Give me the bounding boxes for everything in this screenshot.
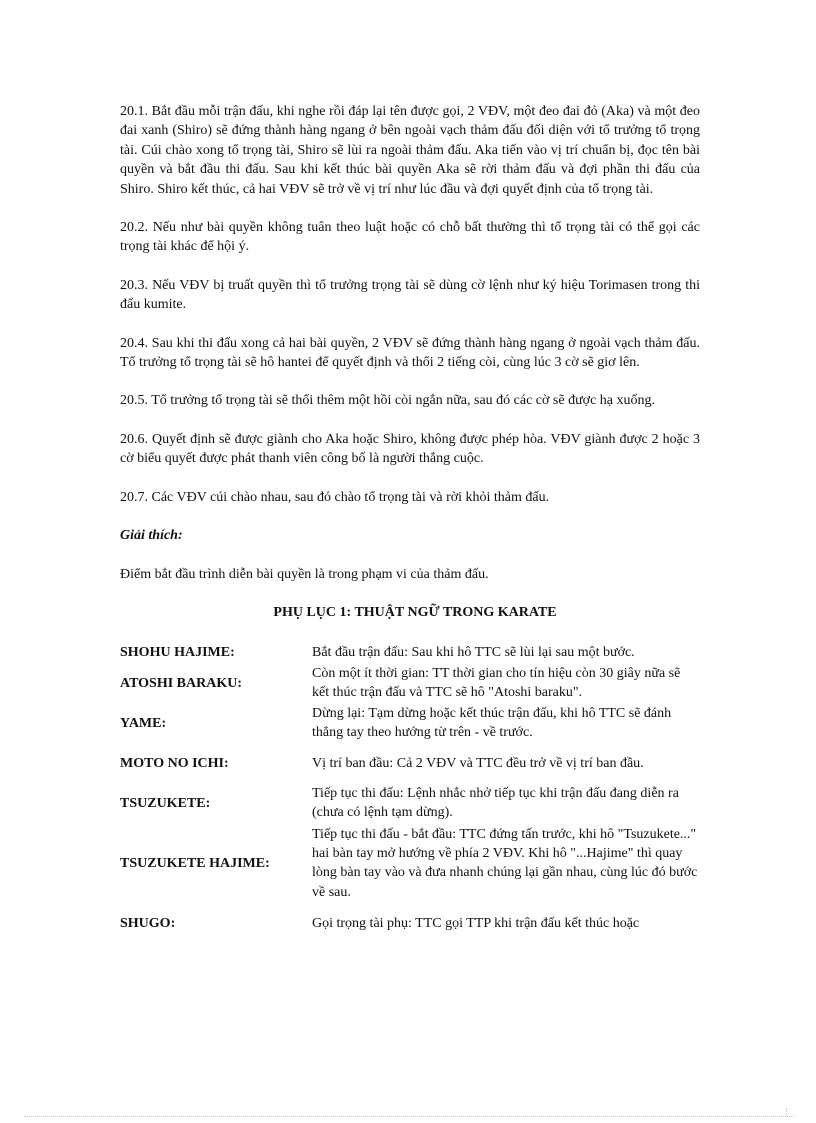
paragraph-20-6: 20.6. Quyết định sẽ được giành cho Aka hoặc Shiro, không được phép hòa. VĐV giành được 2 hoặc 3 cờ biểu quyết được phát thanh viên công bố là người thắng cuộc. [120, 431, 700, 467]
term-name: ATOSHI BARAKU: [120, 675, 243, 691]
term-row [120, 903, 700, 943]
term-row [120, 783, 700, 823]
term-name: SHOHU HAJIME: [120, 644, 235, 660]
document-body [120, 102, 700, 943]
term-name: SHUGO: [120, 915, 176, 931]
term-row [120, 743, 700, 783]
explanation-heading: Giải thích: [120, 528, 183, 544]
term-definition: Tiếp tục thi đấu - bắt đầu: TTC đứng tấn trước, khi hô "Tsuzukete..." hai bàn tay mở hướng về phía 2 VĐV. Khi hô "...Hajime" thì quay lòng bàn tay vào và đưa nhanh chúng lại gần nhau, cùng lúc đó bước về sau. [312, 826, 698, 900]
page-corner-mark [786, 1108, 795, 1116]
terms-table [120, 641, 700, 943]
term-definition: Còn một ít thời gian: TT thời gian cho tín hiệu còn 30 giây nữa sẽ kết thúc trận đấu và TTC sẽ hô "Atoshi baraku". [312, 665, 681, 701]
page-bottom-rule [24, 1116, 794, 1117]
term-name: TSUZUKETE HAJIME: [120, 855, 270, 871]
paragraph-20-7: 20.7. Các VĐV cúi chào nhau, sau đó chào tổ trọng tài và rời khỏi thảm đấu. [120, 489, 550, 505]
term-definition: Gọi trọng tài phụ: TTC gọi TTP khi trận đấu kết thúc hoặc [312, 915, 640, 931]
paragraph-20-2: 20.2. Nếu như bài quyền không tuân theo luật hoặc có chỗ bất thường thì tổ trọng tài có thể gọi các trọng tài khác để hội ý. [120, 220, 700, 255]
term-row [120, 641, 700, 663]
term-definition: Bắt đầu trận đấu: Sau khi hô TTC sẽ lùi lại sau một bước. [312, 644, 635, 660]
term-name: YAME: [120, 715, 167, 731]
paragraph-20-5: 20.5. Tổ trưởng tổ trọng tài sẽ thổi thêm một hồi còi ngắn nữa, sau đó các cờ sẽ được hạ xuống. [120, 393, 656, 409]
term-name: MOTO NO ICHI: [120, 755, 229, 771]
explanation-text: Điểm bắt đầu trình diễn bài quyền là trong phạm vi của thảm đấu. [120, 566, 489, 582]
paragraph-20-3: 20.3. Nếu VĐV bị truất quyền thì tổ trưởng trọng tài sẽ dùng cờ lệnh như ký hiệu Torimasen trong thi đấu kumite. [120, 277, 700, 313]
term-definition: Tiếp tục thi đấu: Lệnh nhắc nhở tiếp tục khi trận đấu đang diễn ra (chưa có lệnh tạm dừng). [312, 785, 679, 821]
term-definition: Dừng lại: Tạm dừng hoặc kết thúc trận đấu, khi hô TTC sẽ đánh thẳng tay theo hướng từ trên - về trước. [312, 705, 672, 741]
paragraph-20-1: 20.1. Bắt đầu mỗi trận đấu, khi nghe rồi đáp lại tên được gọi, 2 VĐV, một đeo đai đỏ (Aka) và một đeo đai xanh (Shiro) sẽ đứng thành hàng ngang ở bên ngoài vạch thảm đấu đối diện với tổ trưởng tổ trọng tài. Cúi chào xong tổ trọng tài, Shiro sẽ lùi ra ngoài thảm đấu. Aka tiến vào vị trí chuẩn bị, đọc tên bài quyền và bắt đầu thi đấu. Sau khi kết thúc bài quyền Aka sẽ rời thảm đấu và đợi phần thi đấu của Shiro. Shiro kết thúc, cả hai VĐV sẽ trở về vị trí như lúc đầu và đợi quyết định của tổ trọng tài. [120, 104, 700, 197]
term-definition: Vị trí ban đầu: Cả 2 VĐV và TTC đều trở về vị trí ban đầu. [312, 755, 644, 771]
term-row [120, 663, 700, 703]
appendix-title: PHỤ LỤC 1: THUẬT NGỮ TRONG KARATE [273, 604, 557, 620]
term-row [120, 823, 700, 903]
term-name: TSUZUKETE: [120, 795, 211, 811]
paragraph-20-4: 20.4. Sau khi thi đấu xong cả hai bài quyền, 2 VĐV sẽ đứng thành hàng ngang ở ngoài vạch thảm đấu. Tổ trưởng tổ trọng tài sẽ hô hantei để quyết định và thổi 2 tiếng còi, cùng lúc 3 cờ sẽ giơ lên. [120, 335, 700, 371]
term-row [120, 703, 700, 743]
